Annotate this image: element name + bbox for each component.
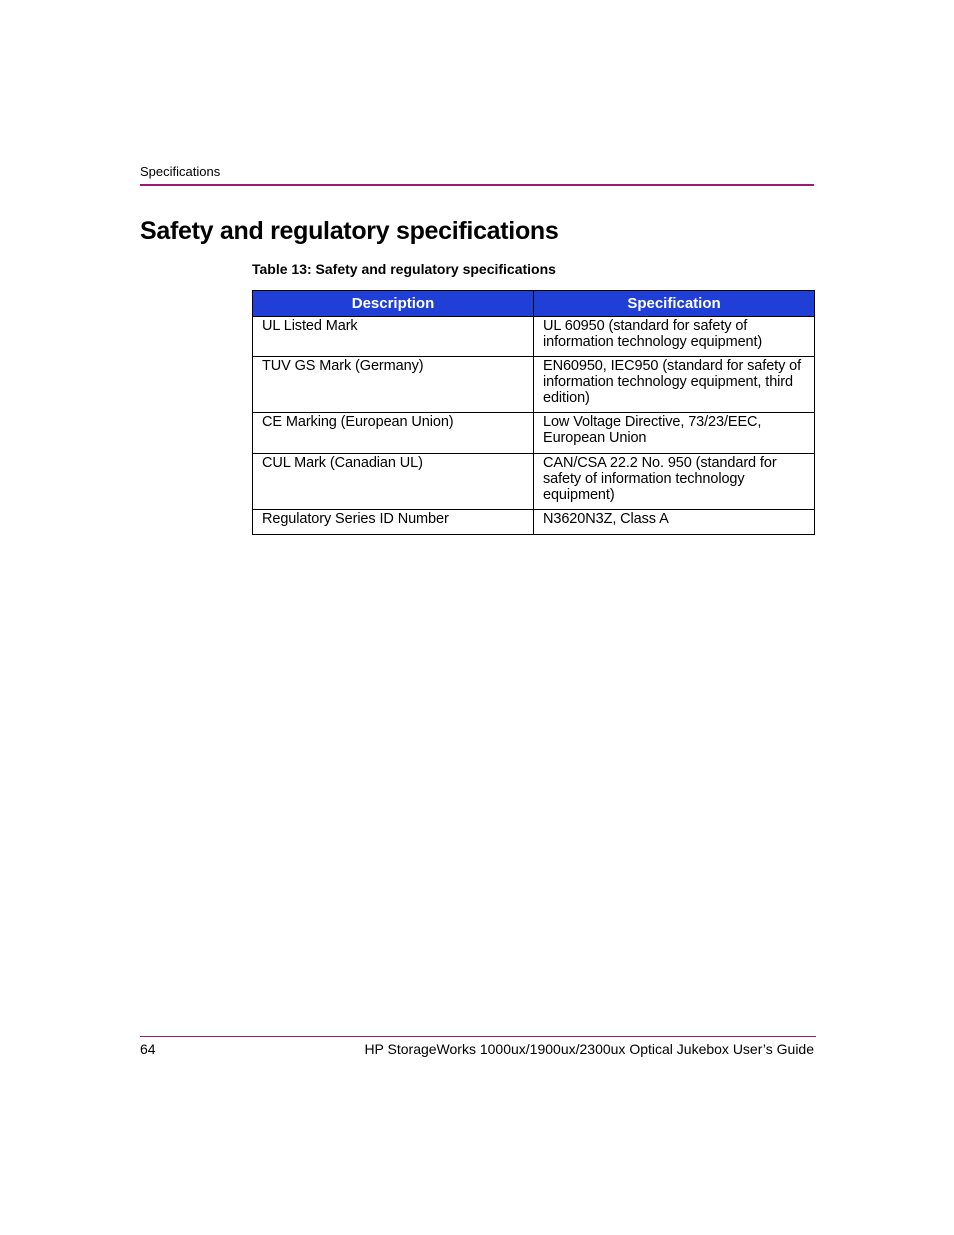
table-row (253, 454, 815, 510)
page-number: 64 (140, 1041, 156, 1057)
specification-cell: UL 60950 (standard for safety of information technology equipment) (534, 317, 815, 357)
section-title: Safety and regulatory specifications (140, 217, 559, 245)
table-row (253, 317, 815, 357)
description-cell: CE Marking (European Union) (253, 413, 534, 454)
running-header: Specifications (140, 164, 221, 179)
description-cell: UL Listed Mark (253, 317, 534, 357)
table-caption: Table 13: Safety and regulatory specifications (252, 261, 556, 277)
column-header-specification: Specification (534, 291, 815, 317)
specification-cell: EN60950, IEC950 (standard for safety of information technology equipment, third edition) (534, 357, 815, 413)
description-cell: CUL Mark (Canadian UL) (253, 454, 534, 510)
specification-cell: Low Voltage Directive, 73/23/EEC, European Union (534, 413, 815, 454)
document-title: HP StorageWorks 1000ux/1900ux/2300ux Optical Jukebox User’s Guide (364, 1041, 814, 1057)
table-header-row (253, 291, 815, 317)
safety-regulatory-table (252, 290, 815, 535)
description-cell: TUV GS Mark (Germany) (253, 357, 534, 413)
header-divider (140, 184, 814, 186)
description-cell: Regulatory Series ID Number (253, 510, 534, 535)
table-row (253, 357, 815, 413)
footer-divider (140, 1036, 816, 1037)
specification-cell: N3620N3Z, Class A (534, 510, 815, 535)
column-header-description: Description (253, 291, 534, 317)
table-row (253, 510, 815, 535)
table-row (253, 413, 815, 454)
specification-cell: CAN/CSA 22.2 No. 950 (standard for safety of information technology equipment) (534, 454, 815, 510)
